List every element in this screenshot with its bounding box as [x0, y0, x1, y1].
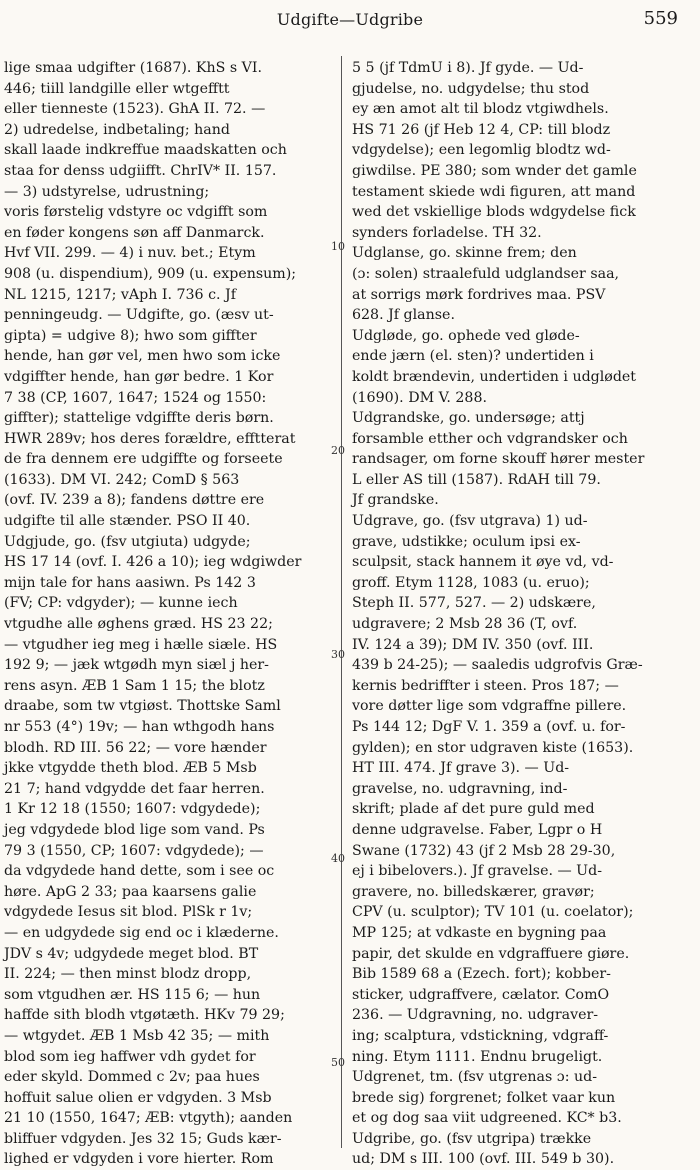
text-line: penningeudg. — Udgifte, go. (æsv ut-: [4, 307, 274, 324]
text-line: HWR 289v; hos deres forældre, efftterat: [4, 430, 296, 447]
text-line: gravere, no. billedskærer, gravør;: [352, 883, 595, 900]
text-line: udgravere; 2 Msb 28 36 (T, ovf.: [352, 616, 578, 633]
text-line: vdgiffter hende, han gør bedre. 1 Kor: [4, 368, 274, 385]
text-line: 192 9; — jæk wtgødh myn siæl j her-: [4, 657, 269, 674]
margin-line-number: 30: [331, 648, 345, 661]
text-line: nr 553 (4°) 19v; — han wthgodh hans: [4, 719, 275, 735]
text-line: sculpsit, stack hannem it øye vd, vd-: [352, 554, 614, 571]
text-line: forsamble etther och vdgrandsker och: [352, 430, 628, 447]
text-line: wed det vskiellige blods wdgydelse fick: [352, 204, 636, 221]
margin-line-number: 40: [331, 852, 345, 865]
text-line: (1633). DM VI. 242; ComD § 563: [4, 471, 240, 488]
text-line: lige smaa udgifter (1687). KhS s VI.: [4, 60, 263, 76]
text-line: (1690). DM V. 288.: [352, 389, 487, 406]
text-line: 21 7; hand vdgydde det faar herren.: [4, 780, 265, 797]
text-line: koldt brændevin, undertiden i udglødet: [352, 368, 636, 385]
text-line: gipta) = udgive 8); hwo som giffter: [4, 327, 257, 344]
margin-line-number: 20: [331, 444, 345, 457]
text-line: Udgrandske, go. undersøge; attj: [352, 410, 585, 427]
text-line: udgifte til alle stænder. PSO II 40.: [4, 513, 251, 530]
text-line: (ɔ: solen) straalefuld udglandser saa,: [352, 265, 620, 282]
text-line: HS 17 14 (ovf. I. 426 a 10); ieg wdgiwder: [4, 554, 302, 571]
text-line: som vtgudhen ær. HS 115 6; — hun: [4, 986, 261, 1003]
text-line: HS 71 26 (jf Heb 12 4, CP: till blodz: [352, 121, 611, 138]
text-line: 2) udredelse, indbetaling; hand: [4, 121, 230, 138]
text-line: — wtgydet. ÆB 1 Msb 42 35; — mith: [4, 1027, 270, 1044]
text-line: Udgribe, go. (fsv utgripa) trække: [352, 1130, 592, 1147]
text-line: rens asyn. ÆB 1 Sam 1 15; the blotz: [4, 677, 265, 694]
text-line: 628. Jf glanse.: [352, 307, 455, 324]
text-line: NL 1215, 1217; vAph I. 736 c. Jf: [4, 286, 236, 303]
text-line: 446; tiill landgille eller wtgefftt: [4, 80, 230, 97]
left-column: [4, 58, 329, 1168]
text-line: 7 38 (CP, 1607, 1647; 1524 og 1550:: [4, 389, 267, 406]
text-line: 79 3 (1550, CP; 1607: vdgydede); —: [4, 842, 264, 859]
text-line: MP 125; at vdkaste en bygning paa: [352, 924, 607, 941]
text-line: Swane (1732) 43 (jf 2 Msb 28 29-30,: [352, 842, 616, 859]
text-line: Udgjude, go. (fsv utgiuta) udgyde;: [4, 533, 251, 550]
text-columns: [4, 58, 696, 1168]
text-line: HT III. 474. Jf grave 3). — Ud-: [352, 760, 570, 777]
text-line: 908 (u. dispendium), 909 (u. expensum);: [4, 265, 297, 282]
text-line: de fra dennem ere udgiffte og forseete: [4, 451, 283, 468]
text-line: ing; scalptura, vdstickning, vdgraff-: [352, 1027, 609, 1044]
text-line: randsager, om forne skouff hører mester: [352, 451, 645, 468]
text-line: Udglanse, go. skinne frem; den: [352, 245, 577, 262]
text-line: Hvf VII. 299. — 4) i nuv. bet.; Etym: [4, 245, 256, 262]
text-line: 439 b 24-25); — saaledis udgrofvis Græ-: [352, 657, 643, 674]
text-line: hoffuit salue olien er vdgyden. 3 Msb: [4, 1089, 272, 1106]
text-line: testament skiede wdi figuren, att mand: [352, 183, 636, 200]
text-line: mijn tale for hans aasiwn. Ps 142 3: [4, 574, 256, 591]
text-line: voris førstelig vdstyre oc vdgifft som: [4, 204, 268, 221]
text-line: ning. Etym 1111. Endnu brugeligt.: [352, 1048, 603, 1065]
text-line: bliffuer vdgyden. Jes 32 15; Guds kær-: [4, 1130, 282, 1147]
text-line: II. 224; — then minst blodz dropp,: [4, 966, 252, 983]
text-line: synders forladelse. TH 32.: [352, 224, 542, 241]
text-line: giffter); stattelige vdgiffte deris børn.: [4, 410, 274, 427]
text-line: hende, han gør vel, men hwo som icke: [4, 348, 281, 365]
text-line: staa for denss udgiifft. ChrIV* II. 157.: [4, 162, 277, 179]
text-line: gjudelse, no. udgydelse; thu stod: [352, 80, 590, 97]
text-line: eder skyld. Dommed c 2v; paa hues: [4, 1069, 260, 1086]
text-line: 1 Kr 12 18 (1550; 1607: vdgydede);: [4, 801, 261, 818]
text-line: høre. ApG 2 33; paa kaarsens galie: [4, 883, 257, 900]
text-line: ey æn amot alt til blodz vtgiwdhels.: [352, 101, 609, 118]
text-line: vdgydede Iesus sit blod. PlSk r 1v;: [4, 904, 253, 921]
text-line: 21 10 (1550, 1647; ÆB: vtgyth); aanden: [4, 1110, 293, 1127]
text-line: at sorrigs mørk fordrives maa. PSV: [352, 286, 606, 303]
text-line: papir, det skulde en vdgraffuere giøre.: [352, 945, 630, 962]
text-line: da vdgydede hand dette, som i see oc: [4, 863, 275, 880]
text-line: Udgløde, go. ophede ved gløde-: [352, 327, 580, 344]
text-line: Bib 1589 68 a (Ezech. fort); kobber-: [352, 966, 611, 983]
text-line: en føder kongens søn aff Danmarck.: [4, 224, 265, 241]
page-header: [0, 8, 700, 32]
text-line: (ovf. IV. 239 a 8); fandens døttre ere: [4, 492, 265, 509]
text-line: IV. 124 a 39); DM IV. 350 (ovf. III.: [352, 636, 594, 653]
text-line: — 3) udstyrelse, udrustning;: [4, 183, 210, 200]
margin-line-number: 10: [331, 240, 345, 253]
text-line: Jf grandske.: [352, 492, 439, 509]
text-line: sticker, udgraffvere, cælator. ComO: [352, 986, 610, 1003]
text-line: Steph II. 577, 527. — 2) udskære,: [352, 595, 596, 612]
text-line: 236. — Udgravning, no. udgraver-: [352, 1007, 599, 1024]
text-line: vdgydelse); een legomlig blodtz wd-: [352, 142, 611, 159]
text-line: JDV s 4v; udgydede meget blod. BT: [4, 945, 259, 962]
text-line: brede sig) forgrenet; folket vaar kun: [352, 1089, 616, 1106]
text-line: vore døtter lige som vdgraffne pillere.: [352, 698, 627, 715]
text-line: haffde sith blodh vtgøtæth. HKv 79 29;: [4, 1007, 285, 1024]
text-line: groff. Etym 1128, 1083 (u. eruo);: [352, 574, 590, 591]
text-line: jeg vdgydede blod lige som vand. Ps: [4, 821, 265, 838]
text-line: denne udgravelse. Faber, Lgpr o H: [352, 821, 603, 838]
text-line: skrift; plade af det pure guld med: [352, 801, 595, 818]
text-line: ud; DM s III. 100 (ovf. III. 549 b 30).: [352, 1151, 615, 1168]
text-line: vtgudhe alle øghens græd. HS 23 22;: [4, 616, 273, 633]
text-line: — vtgudher ieg meg i hælle siæle. HS: [4, 636, 278, 653]
text-line: lighed er vdgyden i vore hierter. Rom: [4, 1151, 274, 1168]
text-line: Ps 144 12; DgF V. 1. 359 a (ovf. u. for-: [352, 719, 626, 735]
text-line: skall laade indkreffue maadskatten och: [4, 142, 287, 159]
text-line: Udgrenet, tm. (fsv utgrenas ɔ: ud-: [352, 1069, 598, 1086]
text-line: blod som ieg haffwer vdh gydet for: [4, 1048, 256, 1065]
text-line: 5 5 (jf TdmU i 8). Jf gyde. — Ud-: [352, 60, 584, 76]
text-line: blodh. RD III. 56 22; — vore hænder: [4, 739, 267, 756]
page-number: 559: [643, 8, 678, 29]
text-line: gylden); en stor udgraven kiste (1653).: [352, 739, 634, 756]
text-line: giwdilse. PE 380; som wnder det gamle: [352, 162, 637, 179]
text-line: draabe, som tw vtgiøst. Thottske Saml: [4, 698, 281, 715]
right-column: [352, 58, 687, 1168]
text-line: CPV (u. sculptor); TV 101 (u. coelator);: [352, 904, 634, 921]
text-line: L eller AS till (1587). RdAH till 79.: [352, 471, 601, 488]
text-line: grave, udstikke; oculum ipsi ex-: [352, 533, 581, 550]
running-head: Udgifte—Udgribe: [276, 10, 424, 29]
text-line: — en udgydede sig end oc i klæderne.: [4, 924, 279, 941]
text-line: ende jærn (el. sten)? undertiden i: [352, 348, 594, 365]
text-line: et og dog saa viit udgreened. KC* b3.: [352, 1110, 622, 1127]
text-line: jkke vtgydde theth blod. ÆB 5 Msb: [4, 760, 257, 777]
text-line: kernis bedriffter i steen. Pros 187; —: [352, 677, 619, 694]
margin-line-number: 50: [331, 1056, 345, 1069]
text-line: eller tienneste (1523). GhA II. 72. —: [4, 101, 266, 118]
text-line: ej i bibelovers.). Jf gravelse. — Ud-: [352, 863, 603, 880]
text-line: gravelse, no. udgravning, ind-: [352, 780, 568, 797]
text-line: Udgrave, go. (fsv utgrava) 1) ud-: [352, 513, 588, 530]
text-line: (FV; CP: vdgyder); — kunne iech: [4, 595, 238, 612]
